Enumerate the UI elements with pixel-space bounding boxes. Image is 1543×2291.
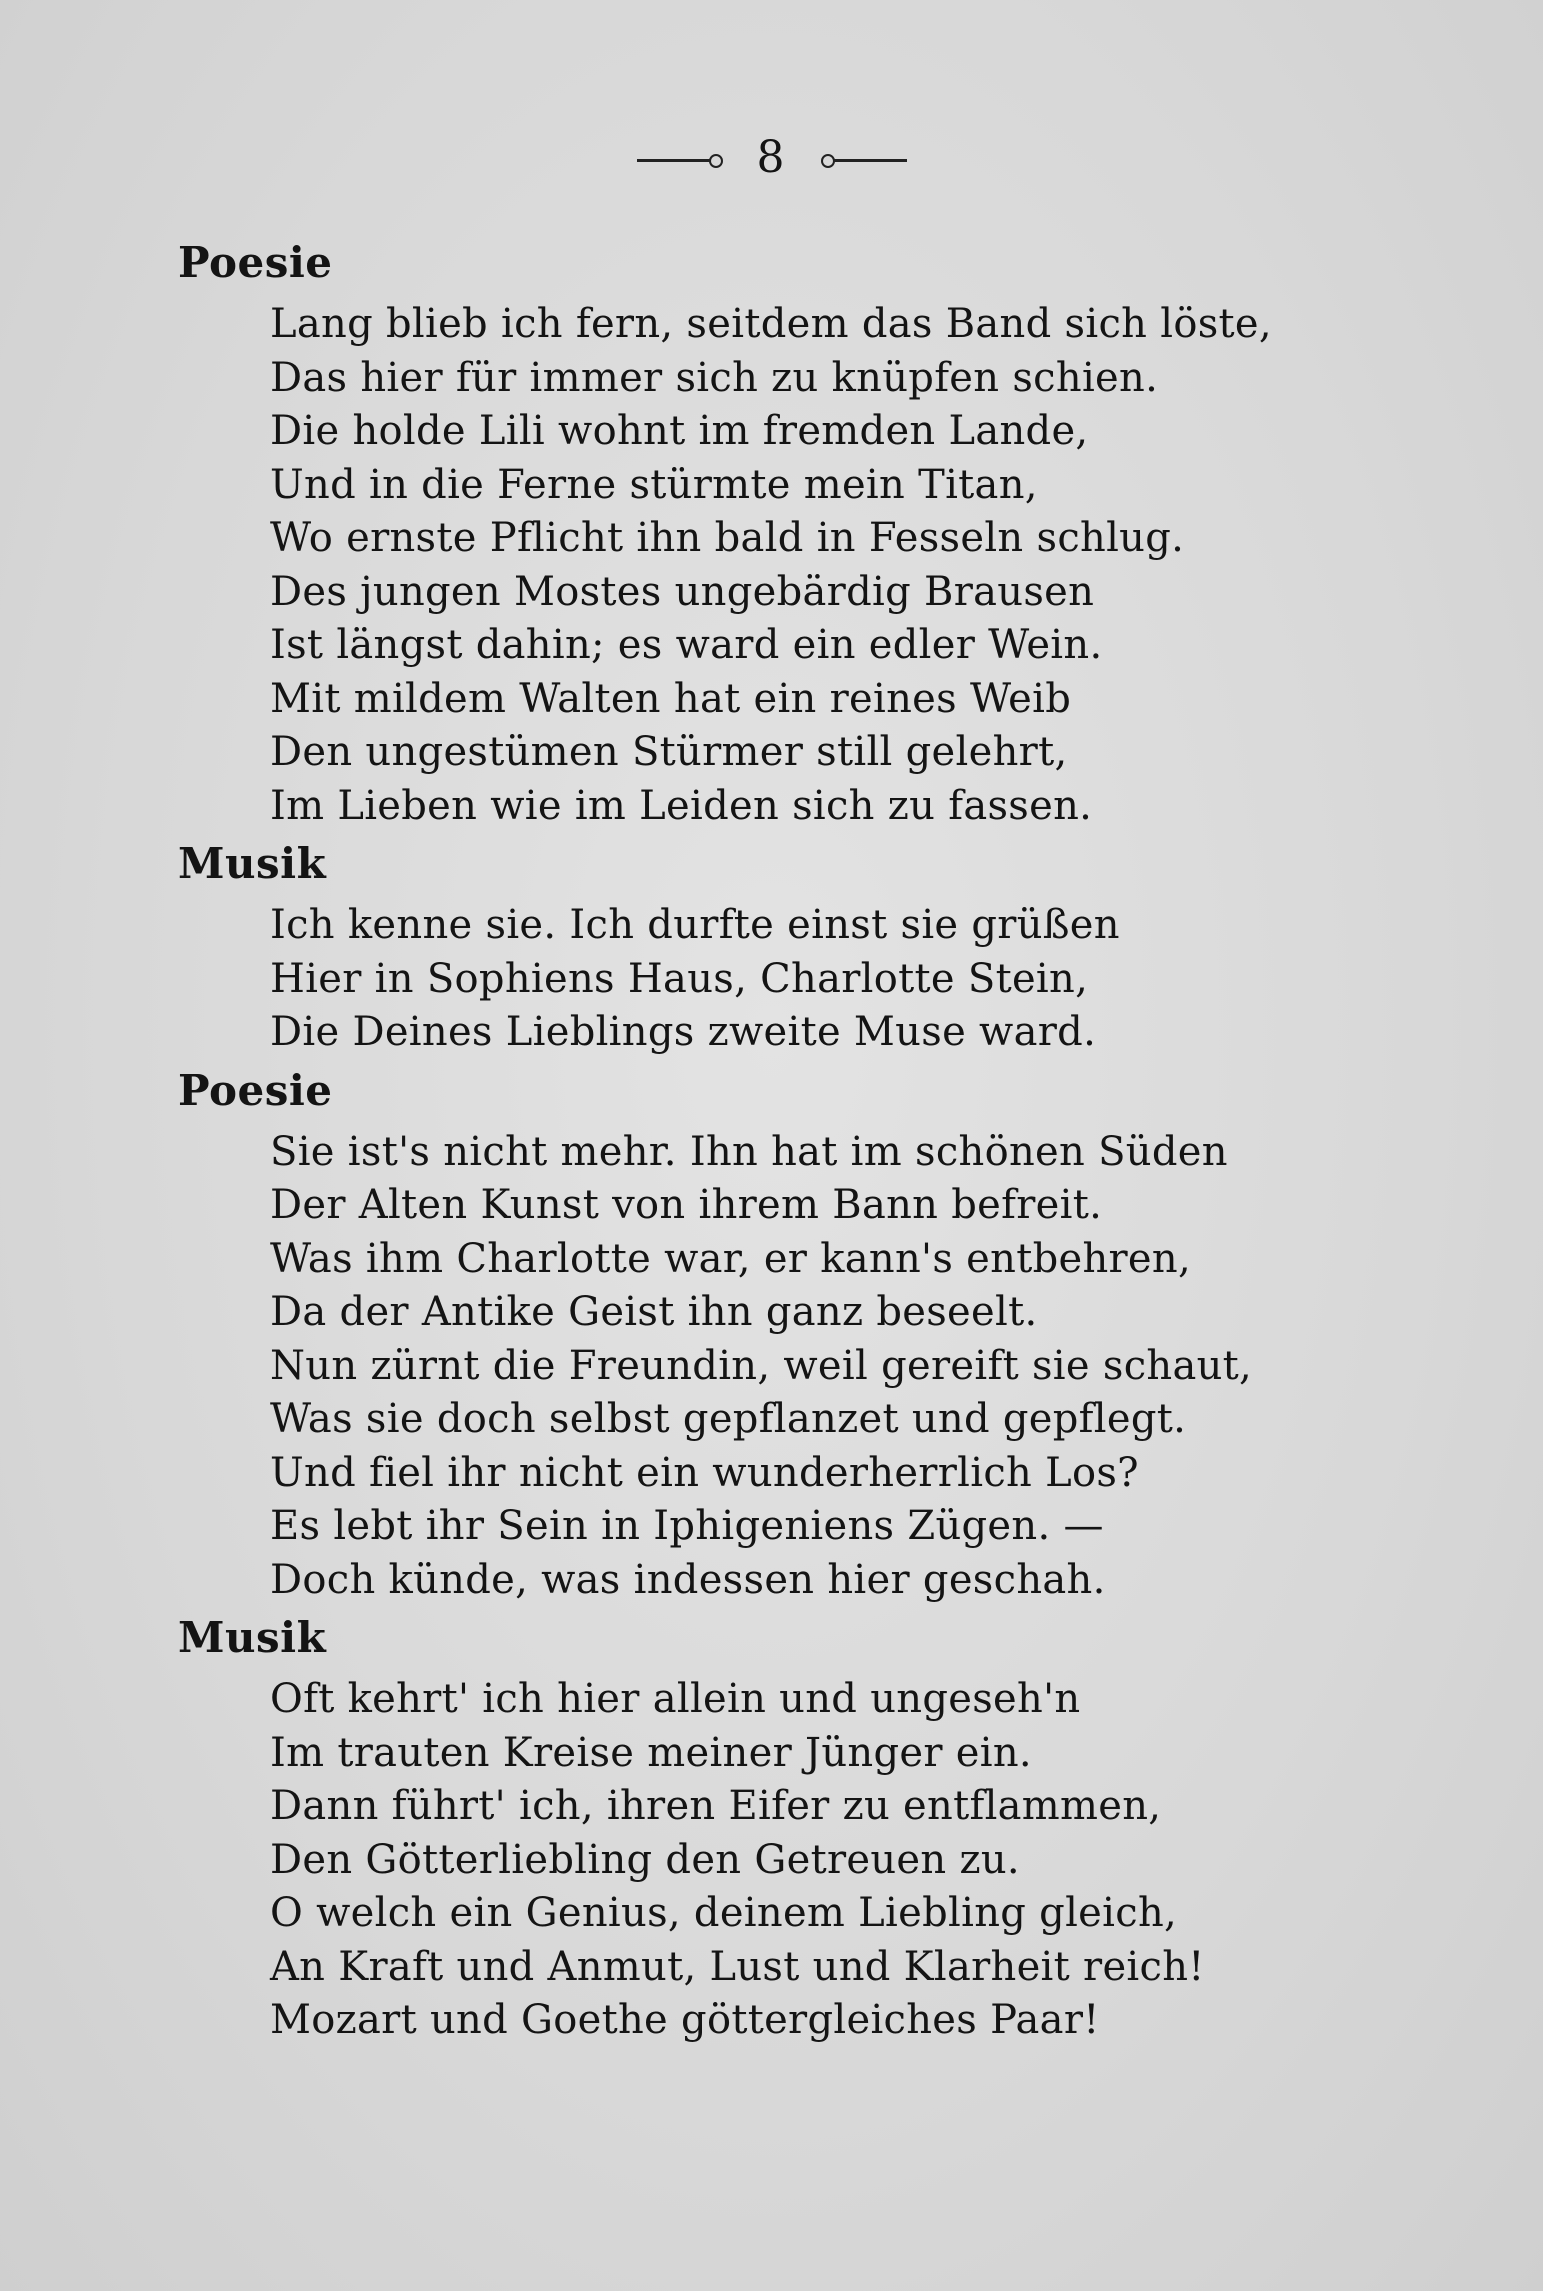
verse-line: Im Lieben wie im Leiden sich zu fassen. [270, 782, 1093, 829]
verse-line: Wo ernste Pflicht ihn bald in Fesseln schlug. [270, 515, 1185, 561]
verse-line: Was sie doch selbst gepflanzet und gepflegt. [270, 1396, 1187, 1442]
verse-line: Und in die Ferne stürmte mein Titan, [270, 461, 1038, 508]
verse-line: Oft kehrt' ich hier allein und ungeseh'n [270, 1676, 1081, 1722]
verse-line: Das hier für immer sich zu knüpfen schien. [270, 354, 1159, 401]
verse-line: Mozart und Goethe göttergleiches Paar! [270, 1997, 1100, 2043]
verse-line: Sie ist's nicht mehr. Ihn hat im schönen Süden [270, 1128, 1228, 1175]
poem-body [178, 232, 1378, 2048]
verse-line: Den ungestümen Stürmer still gelehrt, [270, 729, 1068, 775]
verse-line: Dann führt' ich, ihren Eifer zu entflammen, [270, 1783, 1162, 1829]
verse-line: Im trauten Kreise meiner Jünger ein. [270, 1729, 1032, 1776]
verse-line: Mit mildem Walten hat ein reines Weib [270, 675, 1072, 722]
verse-line: Da der Antike Geist ihn ganz beseelt. [270, 1289, 1038, 1335]
verse-line: Und fiel ihr nicht ein wunderherrlich Los? [270, 1449, 1139, 1496]
header-dash-left [637, 159, 717, 162]
verse-line: Hier in Sophiens Haus, Charlotte Stein, [270, 955, 1089, 1002]
verse-line: Ist längst dahin; es ward ein edler Wein. [270, 622, 1103, 668]
header-dash-right [827, 159, 907, 162]
speaker-label: Musik [178, 839, 327, 888]
verse-line: Lang blieb ich fern, seitdem das Band sich löste, [270, 301, 1272, 347]
speaker-label: Poesie [178, 238, 333, 287]
verse-line: Nun zürnt die Freundin, weil gereift sie schaut, [270, 1342, 1253, 1389]
verse-line: An Kraft und Anmut, Lust und Klarheit reich! [270, 1943, 1205, 1990]
verse-line: Was ihm Charlotte war, er kann's entbehren, [270, 1235, 1191, 1282]
verse-line: Doch künde, was indessen hier geschah. [270, 1556, 1106, 1603]
verse-line: Die Deines Lieblings zweite Muse ward. [270, 1009, 1097, 1055]
verse-line: Die holde Lili wohnt im fremden Lande, [270, 408, 1089, 454]
verse-line: Des jungen Mostes ungebärdig Brausen [270, 568, 1095, 615]
verse-line: Es lebt ihr Sein in Iphigeniens Zügen. — [270, 1503, 1104, 1549]
speaker-label: Poesie [178, 1065, 333, 1115]
verse-line: O welch ein Genius, deinem Liebling gleich, [270, 1890, 1178, 1936]
verse-line: Ich kenne sie. Ich durfte einst sie grüßen [270, 902, 1120, 948]
page-number: 8 [756, 132, 787, 183]
verse-line: Den Götterliebling den Getreuen zu. [270, 1836, 1020, 1883]
speaker-label: Musik [178, 1613, 327, 1662]
page-number-header [0, 128, 1543, 188]
verse-line: Der Alten Kunst von ihrem Bann befreit. [270, 1182, 1103, 1228]
